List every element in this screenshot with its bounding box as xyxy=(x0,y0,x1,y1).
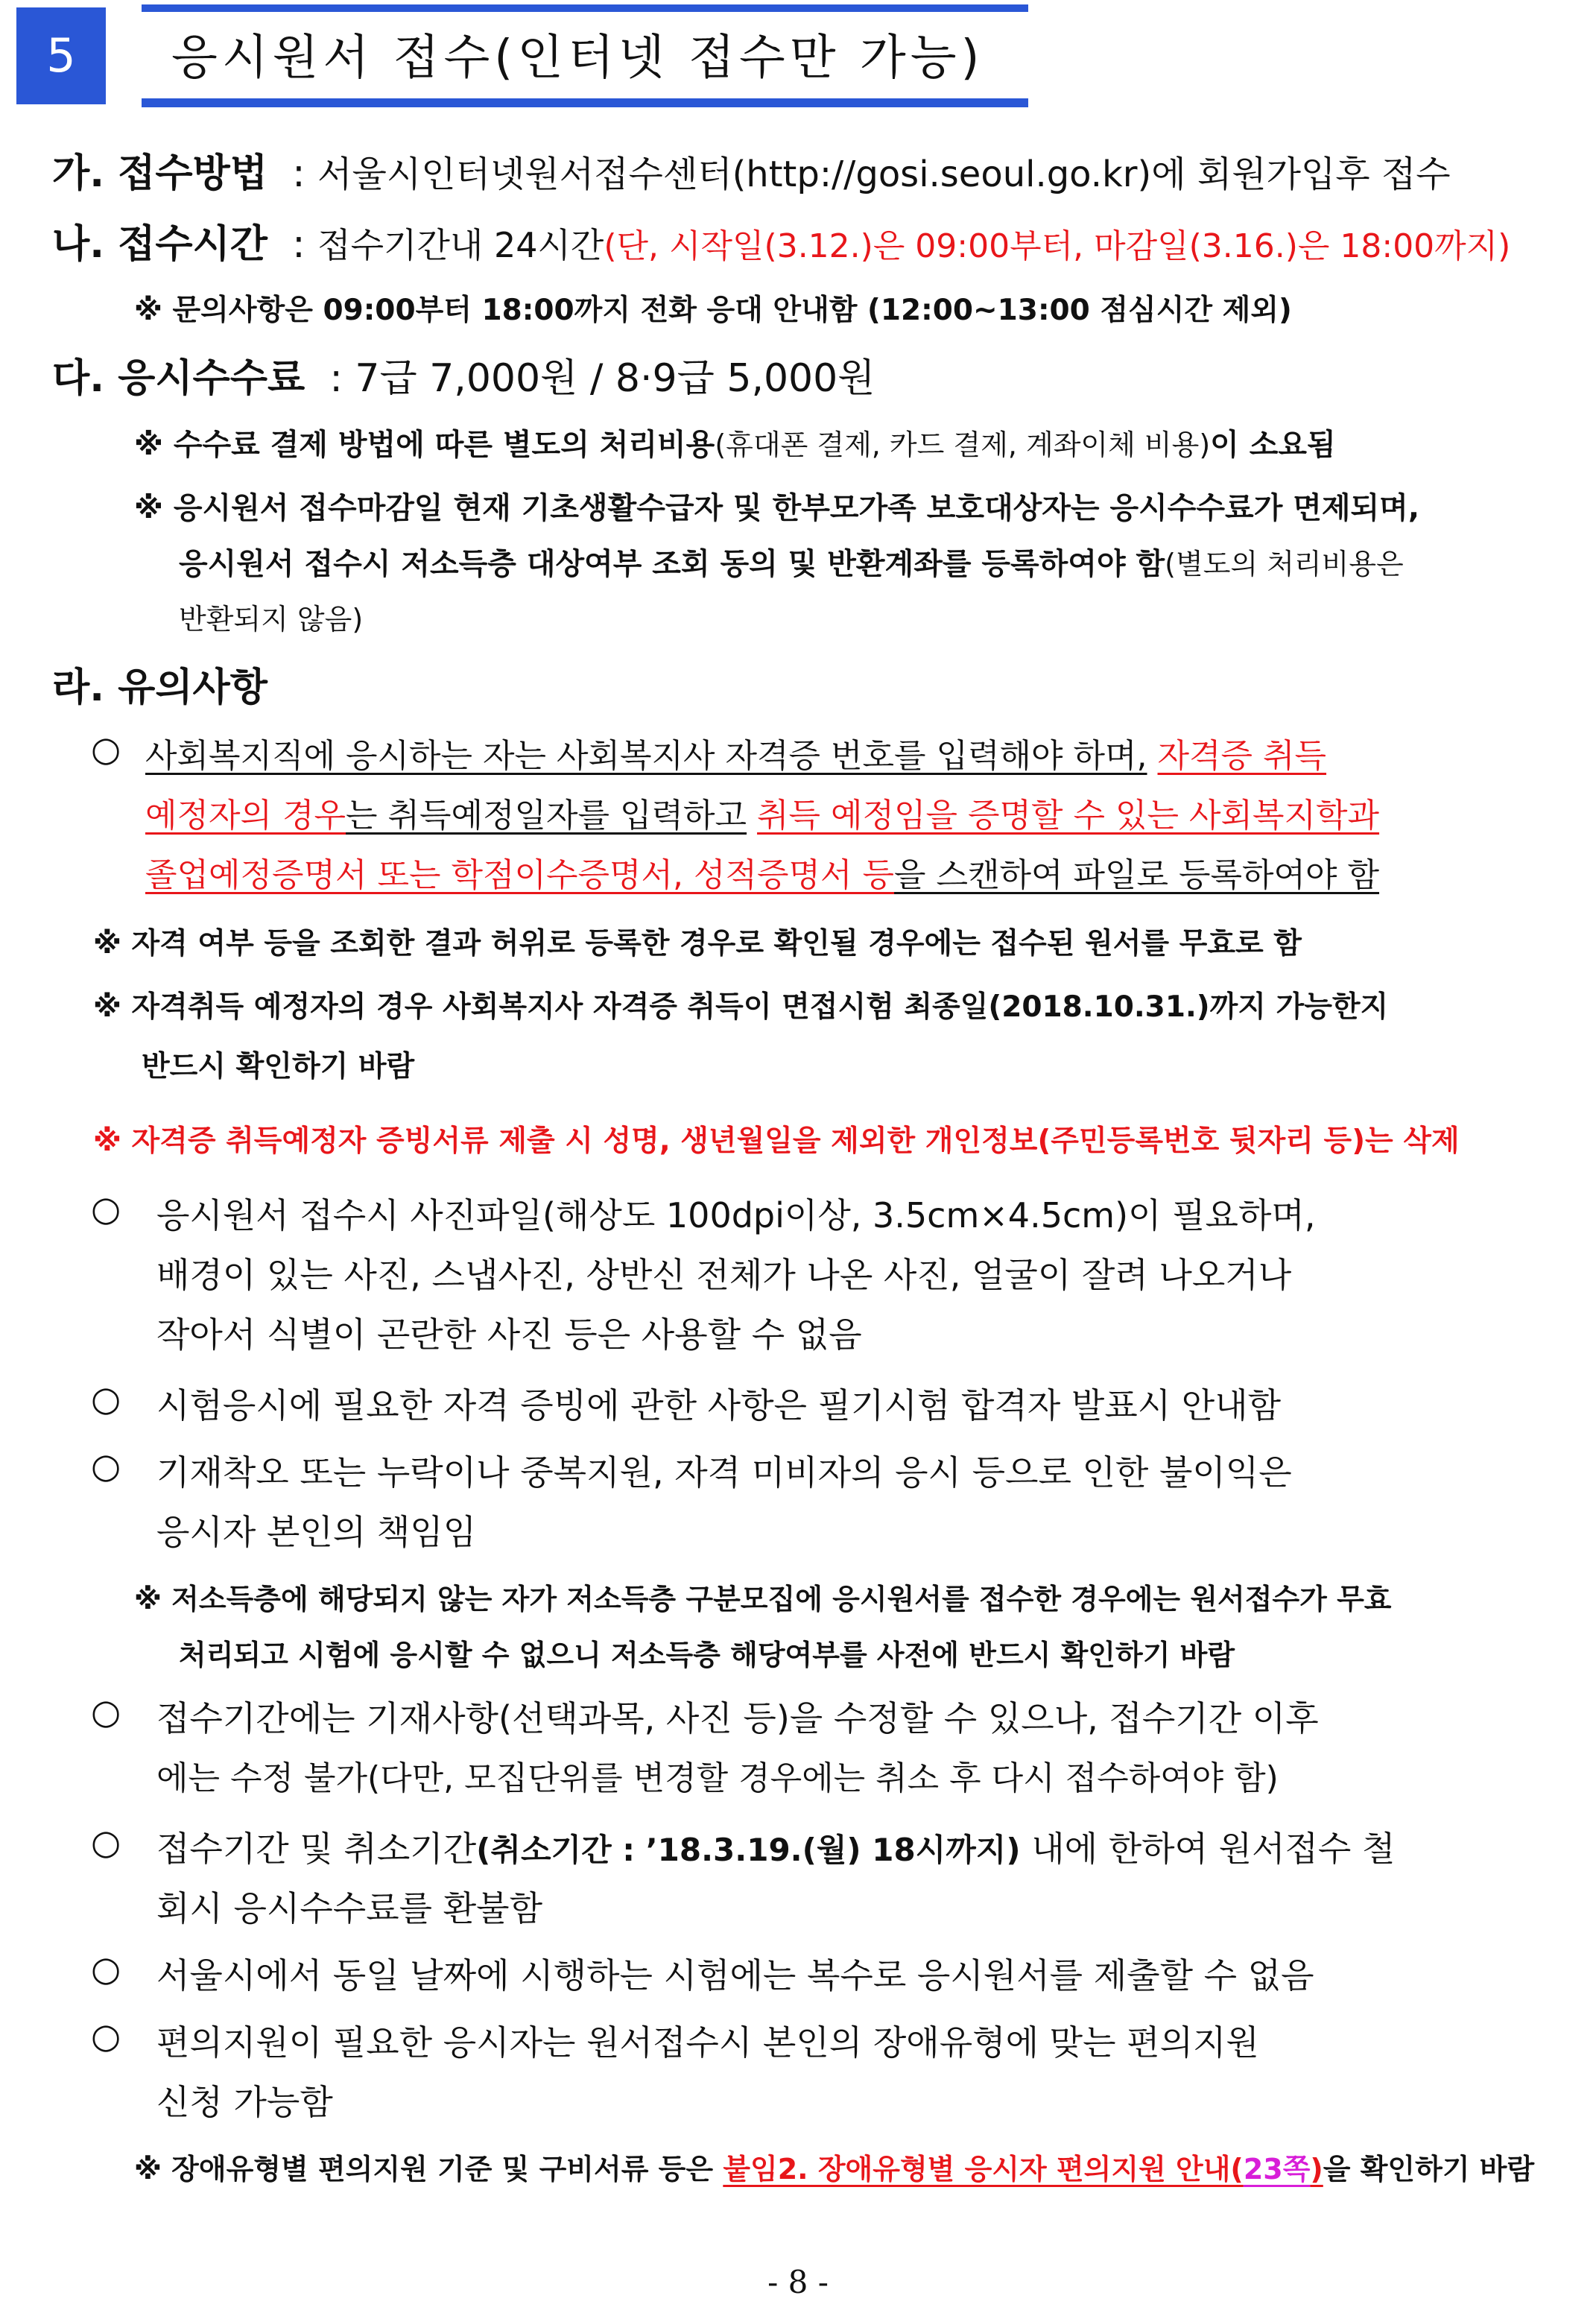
d-p2-line3: 작아서 식별이 곤란한 사진 등은 사용할 수 없음 xyxy=(156,1314,862,1355)
item-b-sep: : xyxy=(292,222,305,267)
bullet-circle: ○ xyxy=(91,1822,121,1862)
header-top-rule xyxy=(142,4,1028,12)
d-p8-line1: 편의지원이 필요한 응시자는 원서접수시 본인의 장애유형에 맞는 편의지원 xyxy=(156,2022,1259,2063)
bullet-circle: ○ xyxy=(91,1379,121,1419)
d-p1-l2-red1: 예정자의 경우 xyxy=(145,797,346,835)
bullet-circle: ○ xyxy=(91,1949,121,1989)
d-p2-line2: 배경이 있는 사진, 스냅사진, 상반신 전체가 나온 사진, 얼굴이 잘려 나오거나 xyxy=(156,1255,1292,1295)
d-note4-line1: ※ 저소득층에 해당되지 않는 자가 저소득층 구분모집에 응시원서를 접수한 경우에는 원서접수가 무효 xyxy=(134,1583,1392,1616)
d-note1: ※ 자격 여부 등을 조회한 결과 허위로 등록한 경우로 확인될 경우에는 접수된 원서를 무효로 함 xyxy=(93,927,1302,961)
d-p1-line2 xyxy=(145,788,1379,836)
d-note5-a: ※ 장애유형별 편의지원 기준 및 구비서류 등은 xyxy=(134,2153,714,2186)
d-p1-l2-red2: 취득 예정임을 증명할 수 있는 사회복지학과 xyxy=(757,797,1380,835)
d-note4-line2: 처리되고 시험에 응시할 수 없으니 저소득층 해당여부를 사전에 반드시 확인하기 바람 xyxy=(179,1639,1235,1671)
d-p1-l3-black: 을 스캔하여 파일로 등록하여야 함 xyxy=(894,856,1380,894)
item-c-text: 7급 7,000원 / 8·9급 5,000원 xyxy=(355,356,875,401)
d-p8-line2: 신청 가능함 xyxy=(156,2082,333,2122)
d-p1-line1 xyxy=(145,729,1326,776)
item-a-label: 가. 접수방법 xyxy=(52,151,268,196)
section-title: 응시원서 접수(인터넷 접수만 가능) xyxy=(171,31,984,86)
d-note3: ※ 자격증 취득예정자 증빙서류 제출 시 성명, 생년월일을 제외한 개인정보(주민등록번호 뒷자리 등)는 삭제 xyxy=(93,1124,1460,1158)
item-c-note2-line2 xyxy=(179,540,1404,583)
d-p7: 서울시에서 동일 날짜에 시행하는 시험에는 복수로 응시원서를 제출할 수 없음 xyxy=(156,1955,1314,1996)
d-p3: 시험응시에 필요한 자격 증빙에 관한 사항은 필기시험 합격자 발표시 안내함 xyxy=(156,1385,1282,1425)
d-p6-l1-a: 접수기간 및 취소기간 xyxy=(156,1829,477,1869)
bullet-circle: ○ xyxy=(91,1189,121,1229)
item-c-note2-line2-bold: 응시원서 접수시 저소득층 대상여부 조회 동의 및 반환계좌를 등록하여야 함 xyxy=(179,547,1165,581)
d-p6-line1 xyxy=(156,1822,1395,1871)
item-a-text: 서울시인터넷원서접수센터(http://gosi.seoul.go.kr)에 회원가입후 접수 xyxy=(317,154,1451,195)
d-note5-end: 을 확인하기 바람 xyxy=(1323,2153,1535,2186)
bullet-circle: ○ xyxy=(91,2016,121,2056)
item-c-note1-paren: (휴대폰 결제, 카드 결제, 계좌이체 비용) xyxy=(715,428,1211,461)
item-c-note1 xyxy=(134,421,1336,463)
bullet-circle: ○ xyxy=(91,1692,121,1732)
item-c-note1-end: 이 소요됨 xyxy=(1210,428,1336,462)
item-c-note2-line2-paren: (별도의 처리비용은 xyxy=(1165,548,1404,580)
item-c-label: 다. 응시수수료 xyxy=(52,356,305,401)
d-note5-mag: 23쪽 xyxy=(1243,2153,1311,2186)
item-a xyxy=(52,142,1451,197)
d-p4-line2: 응시자 본인의 책임임 xyxy=(156,1512,477,1552)
item-a-sep: : xyxy=(292,151,305,196)
d-note2-line1: ※ 자격취득 예정자의 경우 사회복지사 자격증 취득이 면접시험 최종일(2018.10.31.)까지 가능한지 xyxy=(93,990,1389,1024)
bullet-circle: ○ xyxy=(91,729,121,769)
d-p6-line2: 회시 응시수수료를 환불함 xyxy=(156,1888,543,1928)
item-b-text-red: (단, 시작일(3.12.)은 09:00부터, 마감일(3.16.)은 18:00까지) xyxy=(604,227,1511,265)
header-bottom-rule xyxy=(142,98,1028,107)
d-p1-line3 xyxy=(145,848,1379,896)
d-p5-line1: 접수기간에는 기재사항(선택과목, 사진 등)을 수정할 수 있으나, 접수기간 이후 xyxy=(156,1698,1319,1738)
item-b-note: ※ 문의사항은 09:00부터 18:00까지 전화 응대 안내함 (12:00~13:00 점심시간 제외) xyxy=(134,294,1292,327)
item-d-label: 라. 유의사항 xyxy=(52,665,268,710)
item-c-note2-line1: ※ 응시원서 접수마감일 현재 기초생활수급자 및 한부모가족 보호대상자는 응시수수료가 면제되며, xyxy=(134,491,1420,525)
d-p6-l1-b: (취소기간 : ’18.3.19.(월) 18시까지) xyxy=(476,1832,1021,1868)
item-c xyxy=(52,346,875,402)
d-p1-l2-black: 는 취득예정일자를 입력하고 xyxy=(346,797,747,835)
d-p1-l1-red: 자격증 취득 xyxy=(1157,737,1327,775)
d-note2-line2: 반드시 확인하기 바람 xyxy=(142,1050,415,1083)
d-p2-line1: 응시원서 접수시 사진파일(해상도 100dpi이상, 3.5cm×4.5cm)이 필요하며, xyxy=(156,1195,1316,1235)
item-c-sep: : xyxy=(329,356,343,401)
d-note5 xyxy=(134,2146,1534,2187)
item-b xyxy=(52,212,1510,268)
d-note5-red2: ) xyxy=(1310,2153,1323,2186)
item-c-note2-line3: 반환되지 않음) xyxy=(179,603,364,636)
d-p4-line1: 기재착오 또는 누락이나 중복지원, 자격 미비자의 응시 등으로 인한 불이익은 xyxy=(156,1452,1292,1493)
d-p1-l3-red: 졸업예정증명서 또는 학점이수증명서, 성적증명서 등 xyxy=(145,856,895,894)
item-b-label: 나. 접수시간 xyxy=(52,222,268,267)
item-b-text: 접수기간내 24시간 xyxy=(317,225,604,265)
bullet-circle: ○ xyxy=(91,1446,121,1486)
d-note5-red: 붙임2. 장애유형별 응시자 편의지원 안내( xyxy=(723,2153,1244,2186)
d-p5-line2: 에는 수정 불가(다만, 모집단위를 변경할 경우에는 취소 후 다시 접수하여야 함) xyxy=(156,1759,1279,1797)
item-c-note1-bold: ※ 수수료 결제 방법에 따른 별도의 처리비용 xyxy=(134,428,715,462)
d-p1-l1-black: 사회복지직에 응시하는 자는 사회복지사 자격증 번호를 입력해야 하며, xyxy=(145,737,1147,775)
d-p6-l1-c: 내에 한하여 원서접수 철 xyxy=(1031,1829,1396,1869)
section-number-badge: 5 xyxy=(16,7,106,104)
page-number: - 8 - xyxy=(767,2264,829,2300)
